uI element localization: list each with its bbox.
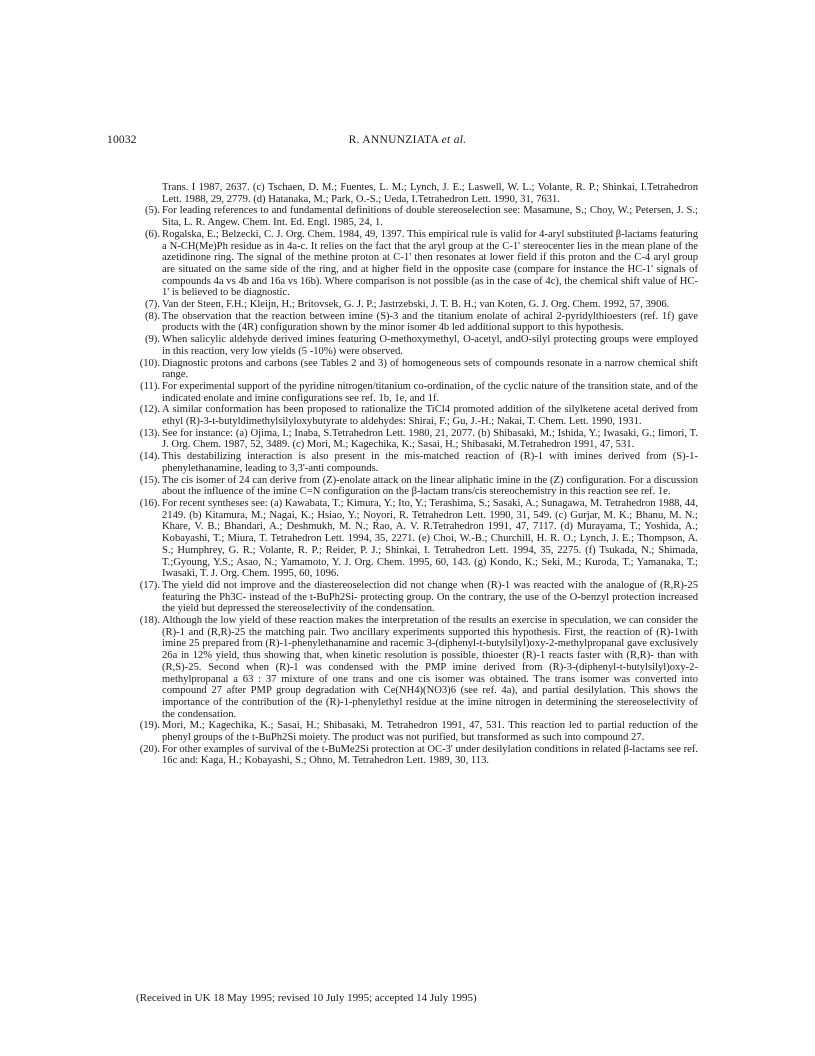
reference-number: (5). [144, 205, 160, 217]
running-head-author: R. ANNUNZIATA [348, 134, 439, 146]
reference-text: This destabilizing interaction is also present in the mis-matched reaction of (R)-1 with imines derived from (S)-1-phenylethanamine, leading to 3,3'-anti compounds. [162, 451, 698, 474]
reference-number: (8). [144, 310, 160, 322]
reference-text: The cis isomer of 24 can derive from (Z)-enolate attack on the linear aliphatic imine in the (Z) configuration. For a discussion about the influence of the imine C=N configuration on the β-lactam trans/cis stereochemistry in this reaction see ref. 1e. [162, 474, 698, 498]
reference-number: (14). [139, 451, 160, 463]
reference-text: For experimental support of the pyridine nitrogen/titanium co-ordination, of the cyclic nature of the transition state, and of the indicated enolate and imine configurations see ref. 1b, 1e, and 1f. [162, 380, 698, 404]
reference-number: (17). [139, 579, 160, 591]
reference-number: (13). [139, 427, 160, 439]
reference-14 [130, 451, 698, 474]
reference-text: Diagnostic protons and carbons (see Tables 2 and 3) of homogeneous sets of compounds resonate in a narrow chemical shift range. [162, 357, 698, 381]
reference-number: (15). [139, 474, 160, 486]
reference-text: For leading references to and fundamental definitions of double stereoselection see: Masamune, S.; Choy, W.; Petersen, J. S.; Sita, L. R. Angew. Chem. Int. Ed. Engl. 1985, 24, 1. [162, 205, 698, 229]
reference-19 [130, 720, 698, 743]
reference-10 [130, 358, 698, 381]
reference-11 [130, 381, 698, 404]
reference-number: (11). [140, 380, 160, 392]
reference-20 [130, 744, 698, 767]
reference-number: (7). [144, 299, 160, 311]
reference-17 [130, 580, 698, 615]
reference-text: Mori, M.; Kagechika, K.; Sasai, H.; Shibasaki, M. Tetrahedron 1991, 47, 531. This reaction led to partial reduction of the phenyl groups of the t-BuPh2Si moiety. The product was not purified, but transformed as such into compound 27. [162, 720, 698, 744]
reference-number: (19). [139, 720, 160, 732]
reference-text: See for instance: (a) Ojima, I.; Inaba, S.Tetrahedron Lett. 1980, 21, 2077. (b) Shibasaki, M.; Ishida, Y.; Iwasaki, G.; Iimori, T. J. Org. Chem. 1987, 52, 3489. (c) Mori, M.; Kagechika, K.; Sasai, H.; Shibasaki, M.Tetrahedron 1991, 47, 531. [162, 427, 698, 451]
reference-text: Although the low yield of these reaction makes the interpretation of the results an exercise in speculation, we can consider the (R)-1 and (R,R)-25 the matching pair. Two ancillary experiments supported this hypothesis. First, the reaction of (R)-1with imine 25 prepared from (R)-1-phenylethanamine and racemic 3-(diphenyl-t-butylsilyl)oxy-2-methylpropanal gave exclusively 26a in 12% yield, thus showing that, when kinetic resolution is possible, thioester (R)-1 reacts faster with (R,R)- than with (R,S)-25. Second when (R)-1 was condensed with the PMP imine derived from (R)-3-(diphenyl-t-butylsilyl)oxy-2-methylpropanal a 63 : 37 mixture of one trans and one cis isomer was obtained. The trans isomer was converted into compound 27 after PMP group degradation with Ce(NH4)(NO3)6 (see ref. 4a), and partial desilylation. This shows the importance of the contribution of the (R)-1-phenylethyl residue at the imine nitrogen in determining the stereoselectivity of the condensation. [162, 615, 698, 720]
reference-number: (10). [139, 357, 160, 369]
reference-18 [130, 615, 698, 720]
reference-13 [130, 428, 698, 451]
reference-text: For other examples of survival of the t-BuMe2Si protection at OC-3' under desilylation conditions in related β-lactams see ref. 16c and: Kaga, H.; Kobayashi, S.; Ohno, M. Tetrahedron Lett. 1989, 30, 113. [162, 743, 698, 767]
running-head-et-al: et al. [441, 134, 467, 146]
reference-text: Rogalska, E.; Belzecki, C. J. Org. Chem. 1984, 49, 1397. This empirical rule is valid for 4-aryl substituted β-lactams featuring a N-CH(Me)Ph residue as in 4a-c. It relies on the fact that the aryl group at the C-1' stereocenter lies in the mean plane of the azetidinone ring. The signal of the methine proton at C-1' then resonates at lower field if this proton and the C-4 aryl group are situated on the same side of the ring, and at higher field in the opposite case (compare for instance the HC-1' signals of compounds 4a vs 4b and 16a vs 16b). Where comparison is not possible (as in the case of 4c), the chemical shift value of HC-1' is believed to be diagnostic. [162, 228, 698, 299]
reference-5 [130, 205, 698, 228]
reference-8 [130, 311, 698, 334]
reference-number: (12). [139, 404, 160, 416]
page-number: 10032 [107, 134, 137, 146]
reference-15 [130, 475, 698, 498]
reference-number: (9). [144, 334, 160, 346]
reference-number: (16). [139, 497, 160, 509]
running-head [0, 134, 815, 146]
reference-12 [130, 404, 698, 427]
reference-number: (6). [144, 228, 160, 240]
reference-text: When salicylic aldehyde derived imines featuring O-methoxymethyl, O-acetyl, andO-silyl protecting groups were employed in this reaction, very low yields (5 -10%) were observed. [162, 334, 698, 357]
reference-continuation: Trans. I 1987, 2637. (c) Tschaen, D. M.; Fuentes, L. M.; Lynch, J. E.; Laswell, W. L.; Volante, R. P.; Shinkai, I.Tetrahedron Lett. 1988, 29, 2779. (d) Hatanaka, M.; Park, O.-S.; Ueda, I.Tetrahedron Lett. 1990, 31, 7631. [162, 182, 698, 205]
reference-text: A similar conformation has been proposed to rationalize the TiCl4 promoted addition of the silylketene acetal derived from ethyl (R)-3-t-butyldimethylsilyloxybutyrate to aldehydes: Shirai, F.; Gu, J.-H.; Nakai, T. Chem. Lett. 1990, 1931. [162, 404, 698, 428]
reference-text: The observation that the reaction between imine (S)-3 and the titanium enolate of achiral 2-pyridylthioesters (ref. 1f) gave products with the (4R) configuration shown by the minor isomer 4b led additional support to this hypothesis. [162, 310, 698, 334]
reference-16 [130, 498, 698, 580]
reference-6 [130, 229, 698, 299]
reference-7 [130, 299, 698, 311]
references-list [130, 182, 698, 767]
reference-number: (20). [139, 743, 160, 755]
reference-text: The yield did not improve and the diastereoselection did not change when (R)-1 was reacted with the analogue of (R,R)-25 featuring the Ph3C- instead of the t-BuPh2Si- protecting group. On the contrary, the use of the O-benzyl protection increased the yield but depressed the stereoselectivity of the condensation. [162, 579, 698, 615]
reference-9 [130, 334, 698, 357]
reference-number: (18). [139, 615, 160, 627]
received-dates: (Received in UK 18 May 1995; revised 10 July 1995; accepted 14 July 1995) [136, 992, 477, 1004]
reference-text: For recent syntheses see: (a) Kawabata, T.; Kimura, Y.; Ito, Y.; Terashima, S.; Sasaki, A.; Sunagawa, M. Tetrahedron 1988, 44, 2149. (b) Kitamura, M.; Nagai, K.; Hsiao, Y.; Noyori, R. Tetrahedron Lett. 1990, 31, 549. (c) Gurjar, M. K.; Bhanu, M. N.; Khare, V. B.; Bhandari, A.; Deshmukh, M. N.; Rao, A. V. R.Tetrahedron 1991, 47, 7117. (d) Murayama, T.; Yoshida, A.; Kobayashi, T.; Miura, T. Tetrahedron Lett. 1994, 35, 2271. (e) Choi, W.-B.; Churchill, H. R. O.; Lynch, J. E.; Thompson, A. S.; Humphrey, G. R.; Volante, R. P.; Reider, P. J.; Shinkai, I. Tetrahedron Lett. 1994, 35, 2275. (f) Tsukada, N.; Shimada, T.;Gyoung, Y.S.; Asao, N.; Yamamoto, Y. J. Org. Chem. 1995, 60, 143. (g) Kondo, K.; Seki, M.; Kuroda, T.; Yamanaka, T.; Iwasaki, T. J. Org. Chem. 1995, 60, 1096. [162, 497, 698, 580]
reference-text: Van der Steen, F.H.; Kleijn, H.; Britovsek, G. J. P.; Jastrzebski, J. T. B. H.; van Koten, G. J. Org. Chem. 1992, 57, 3906. [162, 299, 670, 311]
